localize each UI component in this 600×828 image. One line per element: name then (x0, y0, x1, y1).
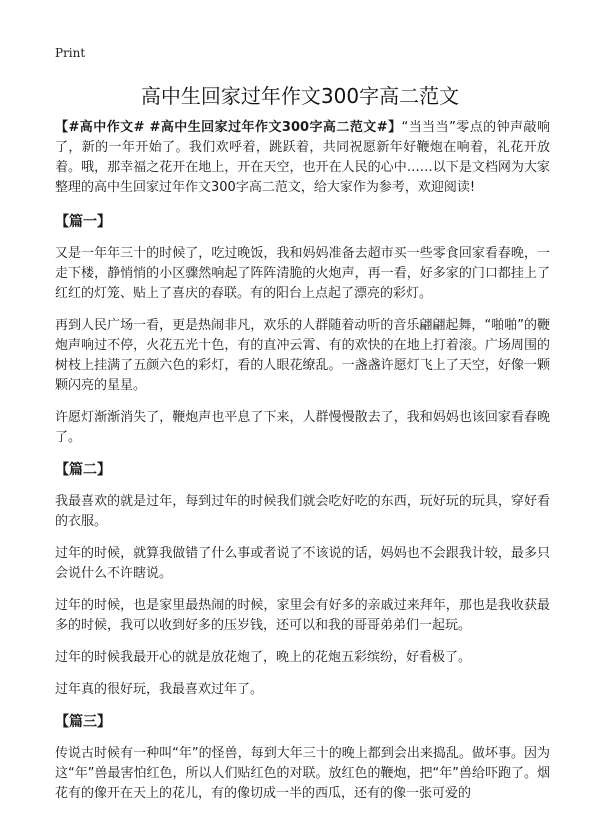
paragraph: 传说古时候有一种叫“年”的怪兽，每到大年三十的晚上都到会出来捣乱。做坏事。因为这“年”兽最害怕红色，所以人们贴红色的对联。放红色的鞭炮，把“年”兽给吓跑了。烟花有的像开在天上的花儿，有的像切成一半的西瓜，还有的像一张可爱的 (55, 746, 550, 801)
section-heading-3: 【篇三】 (55, 714, 111, 730)
article-body (55, 118, 550, 816)
intro-tag: 【#高中作文# #高中生回家过年作文300字高二范文#】 (55, 120, 402, 135)
paragraph: 再到人民广场一看，更是热闹非凡，欢乐的人群随着动听的音乐翩翩起舞，“啪啪”的鞭炮声响过不停，火花五光十色，有的直冲云霄、有的欢快的在地上打着滚。广场周围的树枝上挂满了五颜六色的彩灯，看的人眼花缭乱。一盏盏许愿灯飞上了天空，好像一颗颗闪亮的星星。 (55, 318, 550, 393)
paragraph: 我最喜欢的就是过年，每到过年的时候我们就会吃好吃的东西，玩好玩的玩具，穿好看的衣服。 (55, 494, 550, 529)
page-title: 高中生回家过年作文300字高二范文 (140, 84, 460, 108)
paragraph: 过年真的很好玩，我最喜欢过年了。 (55, 682, 264, 697)
paragraph: 过年的时候，就算我做错了什么事或者说了不该说的话，妈妈也不会跟我计较，最多只会说什么不许瞎说。 (55, 546, 550, 581)
paragraph: 过年的时候我最开心的就是放花炮了，晚上的花炮五彩缤纷，好看极了。 (55, 650, 472, 665)
section-heading-2: 【篇二】 (55, 462, 111, 478)
paragraph: 许愿灯渐渐消失了，鞭炮声也平息了下来，人群慢慢散去了，我和妈妈也该回家看春晚了。 (55, 410, 550, 445)
intro-text: “当当当”零点的钟声敲响了，新的一年开始了。我们欢呼着，跳跃着，共同祝愿新年好鞭炮在响着，礼花开放着。哦，那幸福之花开在地上，开在天空，也开在人民的心中……以下是文档网为大家整理的高中生回家过年作文300字高二范文，给大家作为参考，欢迎阅读! (55, 120, 550, 195)
section-heading-1: 【篇一】 (55, 214, 111, 230)
print-link[interactable]: Print (55, 46, 86, 60)
intro-paragraph (55, 118, 550, 198)
paragraph: 过年的时候，也是家里最热闹的时候，家里会有好多的亲戚过来拜年，那也是我收获最多的时候，我可以收到好多的压岁钱，还可以和我的哥哥弟弟们一起玩。 (55, 598, 550, 633)
paragraph: 又是一年年三十的时候了，吃过晚饭，我和妈妈准备去超市买一些零食回家看春晚，一走下楼，静悄悄的小区骤然响起了阵阵清脆的火炮声，再一看，好多家的门口都挂上了红红的灯笼、贴上了喜庆的春联。有的阳台上点起了漂亮的彩灯。 (55, 246, 550, 301)
